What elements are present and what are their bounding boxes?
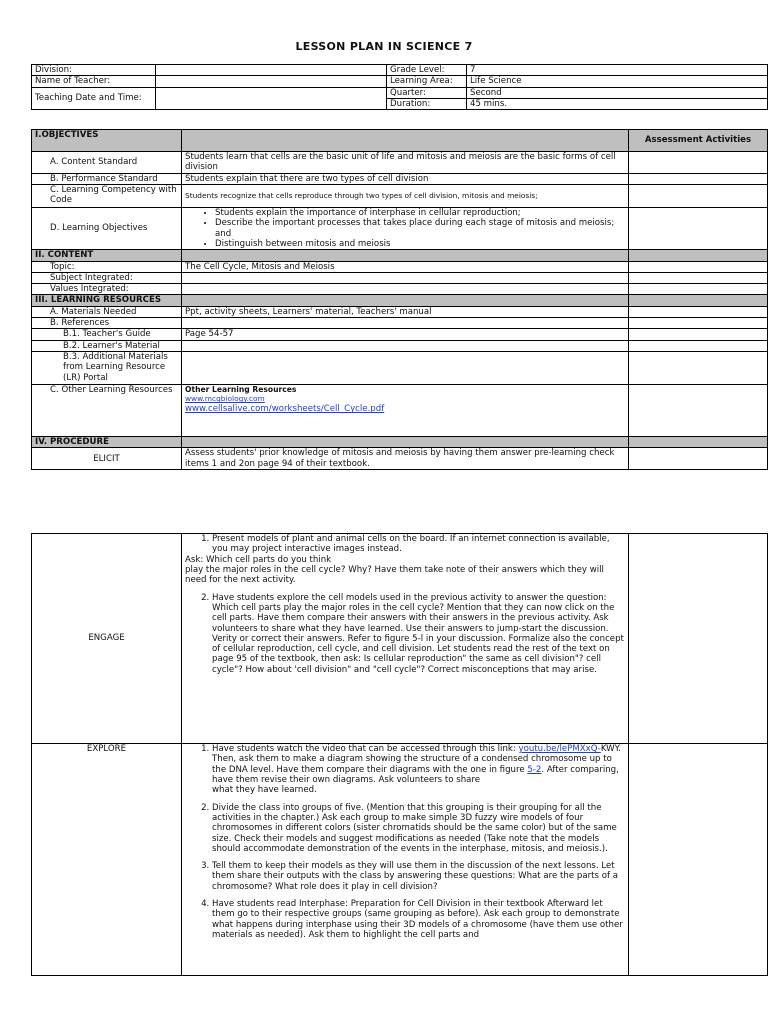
page-title: LESSON PLAN IN SCIENCE 7 [295, 40, 473, 53]
engage-step-2-volunteers: volunteers to share what they have learned. Use their answers to jump-start the discussion. [212, 623, 609, 634]
engage-step-2-question: Which cell parts play the major roles in the cell cycle? Mention that they can now click on the [212, 602, 615, 613]
content-standard-text: Students learn that cells are the basic unit of life and mitosis and meiosis are the basic forms of cell division [182, 152, 629, 174]
explore-step-3: 3. Tell them to keep their models as they will use them in the discussion of the next lessons. Let them share their outputs with the class by answering these questions: What are the parts of a chromosome? What role does it play in cell division? [212, 861, 625, 892]
area-label: Learning Area: [387, 76, 467, 87]
figure-link[interactable]: 5-2 [527, 764, 542, 775]
duration-value: 45 mins. [467, 98, 768, 109]
other-resources-label: C. Other Learning Resources [32, 385, 182, 437]
additional-materials-label: B.3. Additional Materials from Learning Resource (LR) Portal [32, 352, 182, 385]
elicit-label: ELICIT [32, 448, 182, 470]
cellsalive-link[interactable]: www.cellsalive.com/worksheets/Cell_Cycle.pdf [185, 404, 385, 415]
assessment-heading: Assessment Activities [629, 130, 768, 152]
assessment-cell[interactable] [629, 207, 768, 249]
explore-step-1-end: what they have learned. [212, 785, 317, 796]
engage-step-2-verify: Verity or correct their answers. Refer to figure 5-l in your discussion. Formalize also the concept of cellular reproduction, cell cycle, and cell division. Let students read the rest of the text on page 95 of the textbook, then ask: Is cellular reproduction" the same as cell division"? cell cycle"? How about 'cell division" and "cell cycle"? Correct misconceptions that may arise. [212, 633, 624, 675]
teacher-label: Name of Teacher: [32, 76, 156, 87]
assessment-cell[interactable] [629, 184, 768, 207]
subject-integrated-value[interactable] [182, 272, 629, 283]
teachers-guide-label: B.1. Teacher's Guide [32, 329, 182, 340]
duration-label: Duration: [387, 98, 467, 109]
explore-step-1-cont2: . After comparing, have them revise their own diagrams. Ask volunteers to share [212, 764, 619, 785]
video-link[interactable]: youtu.be/lePMXxQ- [518, 744, 601, 754]
explore-step-4: 4. Have students read Interphase: Preparation for Cell Division in their textbook Afterward let them go to their respective groups (same grouping as before). Ask each group to demonstrate what happens during interphase using their 3D models of a chromosome (have them use other materials as needed). Ask them to highlight the cell parts and [212, 899, 625, 940]
content-heading-blank [182, 250, 629, 261]
subject-integrated-label: Subject Integrated: [32, 272, 182, 283]
assessment-cell[interactable] [629, 385, 768, 437]
header-table [31, 64, 768, 110]
assessment-cell[interactable] [629, 329, 768, 340]
procedure-heading-blank [182, 437, 629, 448]
quarter-value: Second [467, 87, 768, 98]
content-standard-label: A. Content Standard [32, 152, 182, 174]
division-value[interactable] [156, 65, 387, 76]
objectives-heading: I.OBJECTIVES [32, 130, 182, 152]
quarter-label: Quarter: [387, 87, 467, 98]
values-integrated-label: Values Integrated: [32, 284, 182, 295]
learning-objectives-label: D. Learning Objectives [32, 207, 182, 249]
materials-label: A. Materials Needed [32, 306, 182, 317]
engage-step-1-ask: Ask: Which cell parts do you think [185, 554, 332, 565]
grade-label: Grade Level: [387, 65, 467, 76]
learning-objectives-list [182, 207, 629, 249]
lesson-table [31, 129, 768, 470]
objectives-heading-blank [182, 130, 629, 152]
topic-text: The Cell Cycle, Mitosis and Meiosis [182, 261, 629, 272]
explore-step-1-text: Have students watch the video that can be accessed through this link: [212, 744, 519, 754]
resources-heading-blank [629, 295, 768, 306]
explore-step-1 [212, 744, 625, 796]
engage-step-1-text: Present models of plant and animal cells on the board. If an internet connection is available, you may project interactive images instead. [212, 534, 610, 555]
elicit-text: Assess students' prior knowledge of mitosis and meiosis by having them answer pre-learning check items 1 and 2on page 94 of their textbook. [182, 448, 629, 470]
references-label: B. References [32, 318, 182, 329]
assessment-cell[interactable] [629, 744, 768, 976]
assessment-cell[interactable] [629, 152, 768, 174]
division-label: Division: [32, 65, 156, 76]
values-integrated-value[interactable] [182, 284, 629, 295]
teachers-guide-text: Page 54-57 [182, 329, 629, 340]
resources-heading: III. LEARNING RESOURCES [32, 295, 182, 306]
procedure-heading: IV. PROCEDURE [32, 437, 182, 448]
learners-material-label: B.2. Learner's Material [32, 340, 182, 351]
content-heading: II. CONTENT [32, 250, 182, 261]
assessment-cell[interactable] [629, 306, 768, 317]
objective-item: • Students explain the importance of interphase in cellular reproduction; [215, 208, 625, 218]
procedure-table [31, 533, 768, 976]
area-value: Life Science [467, 76, 768, 87]
mcqbiology-link[interactable]: www.mcqbiology.com [185, 394, 265, 404]
topic-label: Topic: [32, 261, 182, 272]
competency-text: Students recognize that cells reproduce through two types of cell division, mitosis and meiosis; [182, 184, 629, 207]
objective-item: • Distinguish between mitosis and meiosis [215, 239, 625, 249]
assessment-cell[interactable] [629, 352, 768, 385]
other-resources-cell [182, 385, 629, 437]
engage-step-1 [185, 534, 625, 586]
references-value[interactable] [182, 318, 629, 329]
explore-step-2: 2. Divide the class into groups of five. (Mention that this grouping is their grouping for all the activities in the chapter.) Ask each group to make simple 3D fuzzy wire models of four chromosomes in different colors (sister chromatids should be the same color) but of the same size. Check their models and suggest modifications as needed (Take note that the models should accommodate demonstration of the events in the interphase, mitosis, and meiosis.). [212, 803, 625, 855]
learners-material-value[interactable] [182, 340, 629, 351]
objective-item: • Describe the important processes that takes place during each stage of mitosis and meiosis; and [215, 218, 625, 239]
content-heading-blank [629, 250, 768, 261]
engage-step-2 [212, 593, 625, 676]
performance-standard-label: B. Performance Standard [32, 173, 182, 184]
additional-materials-value[interactable] [182, 352, 629, 385]
assessment-cell[interactable] [629, 284, 768, 295]
engage-step-1-cont: play the major roles in the cell cycle? Why? Have them take note of their answers which they will need for the next activity. [185, 564, 604, 586]
assessment-cell[interactable] [629, 340, 768, 351]
engage-step-2-text: Have students explore the cell models used in the previous activity to answer the question: [212, 592, 607, 603]
teacher-value[interactable] [156, 76, 387, 87]
assessment-cell[interactable] [629, 173, 768, 184]
date-label: Teaching Date and Time: [32, 87, 156, 110]
materials-text: Ppt, activity sheets, Learners' material, Teachers' manual [182, 306, 629, 317]
assessment-cell[interactable] [629, 318, 768, 329]
grade-value: 7 [467, 65, 768, 76]
resources-heading-blank [182, 295, 629, 306]
performance-standard-text: Students explain that there are two types of cell division [182, 173, 629, 184]
engage-label: ENGAGE [32, 534, 182, 744]
assessment-cell[interactable] [629, 534, 768, 744]
engage-step-2-compare: cell parts. Have them compare their answers with their answers in the previous activity. Ask [212, 613, 609, 624]
date-value[interactable] [156, 87, 387, 110]
explore-text [182, 744, 629, 976]
explore-step-1-cont: KWY. Then, ask them to make a diagram showing the structure of a condensed chromosome up to the DNA level. Have them compare their diagrams with the one in figure [212, 744, 621, 775]
page-break [0, 467, 768, 533]
engage-text [182, 534, 629, 744]
assessment-cell[interactable] [629, 261, 768, 272]
competency-label: C. Learning Competency with Code [32, 184, 182, 207]
procedure-heading-blank [629, 437, 768, 448]
other-resources-heading: Other Learning Resources [185, 385, 297, 394]
assessment-cell[interactable] [629, 272, 768, 283]
explore-label: EXPLORE [32, 744, 182, 976]
